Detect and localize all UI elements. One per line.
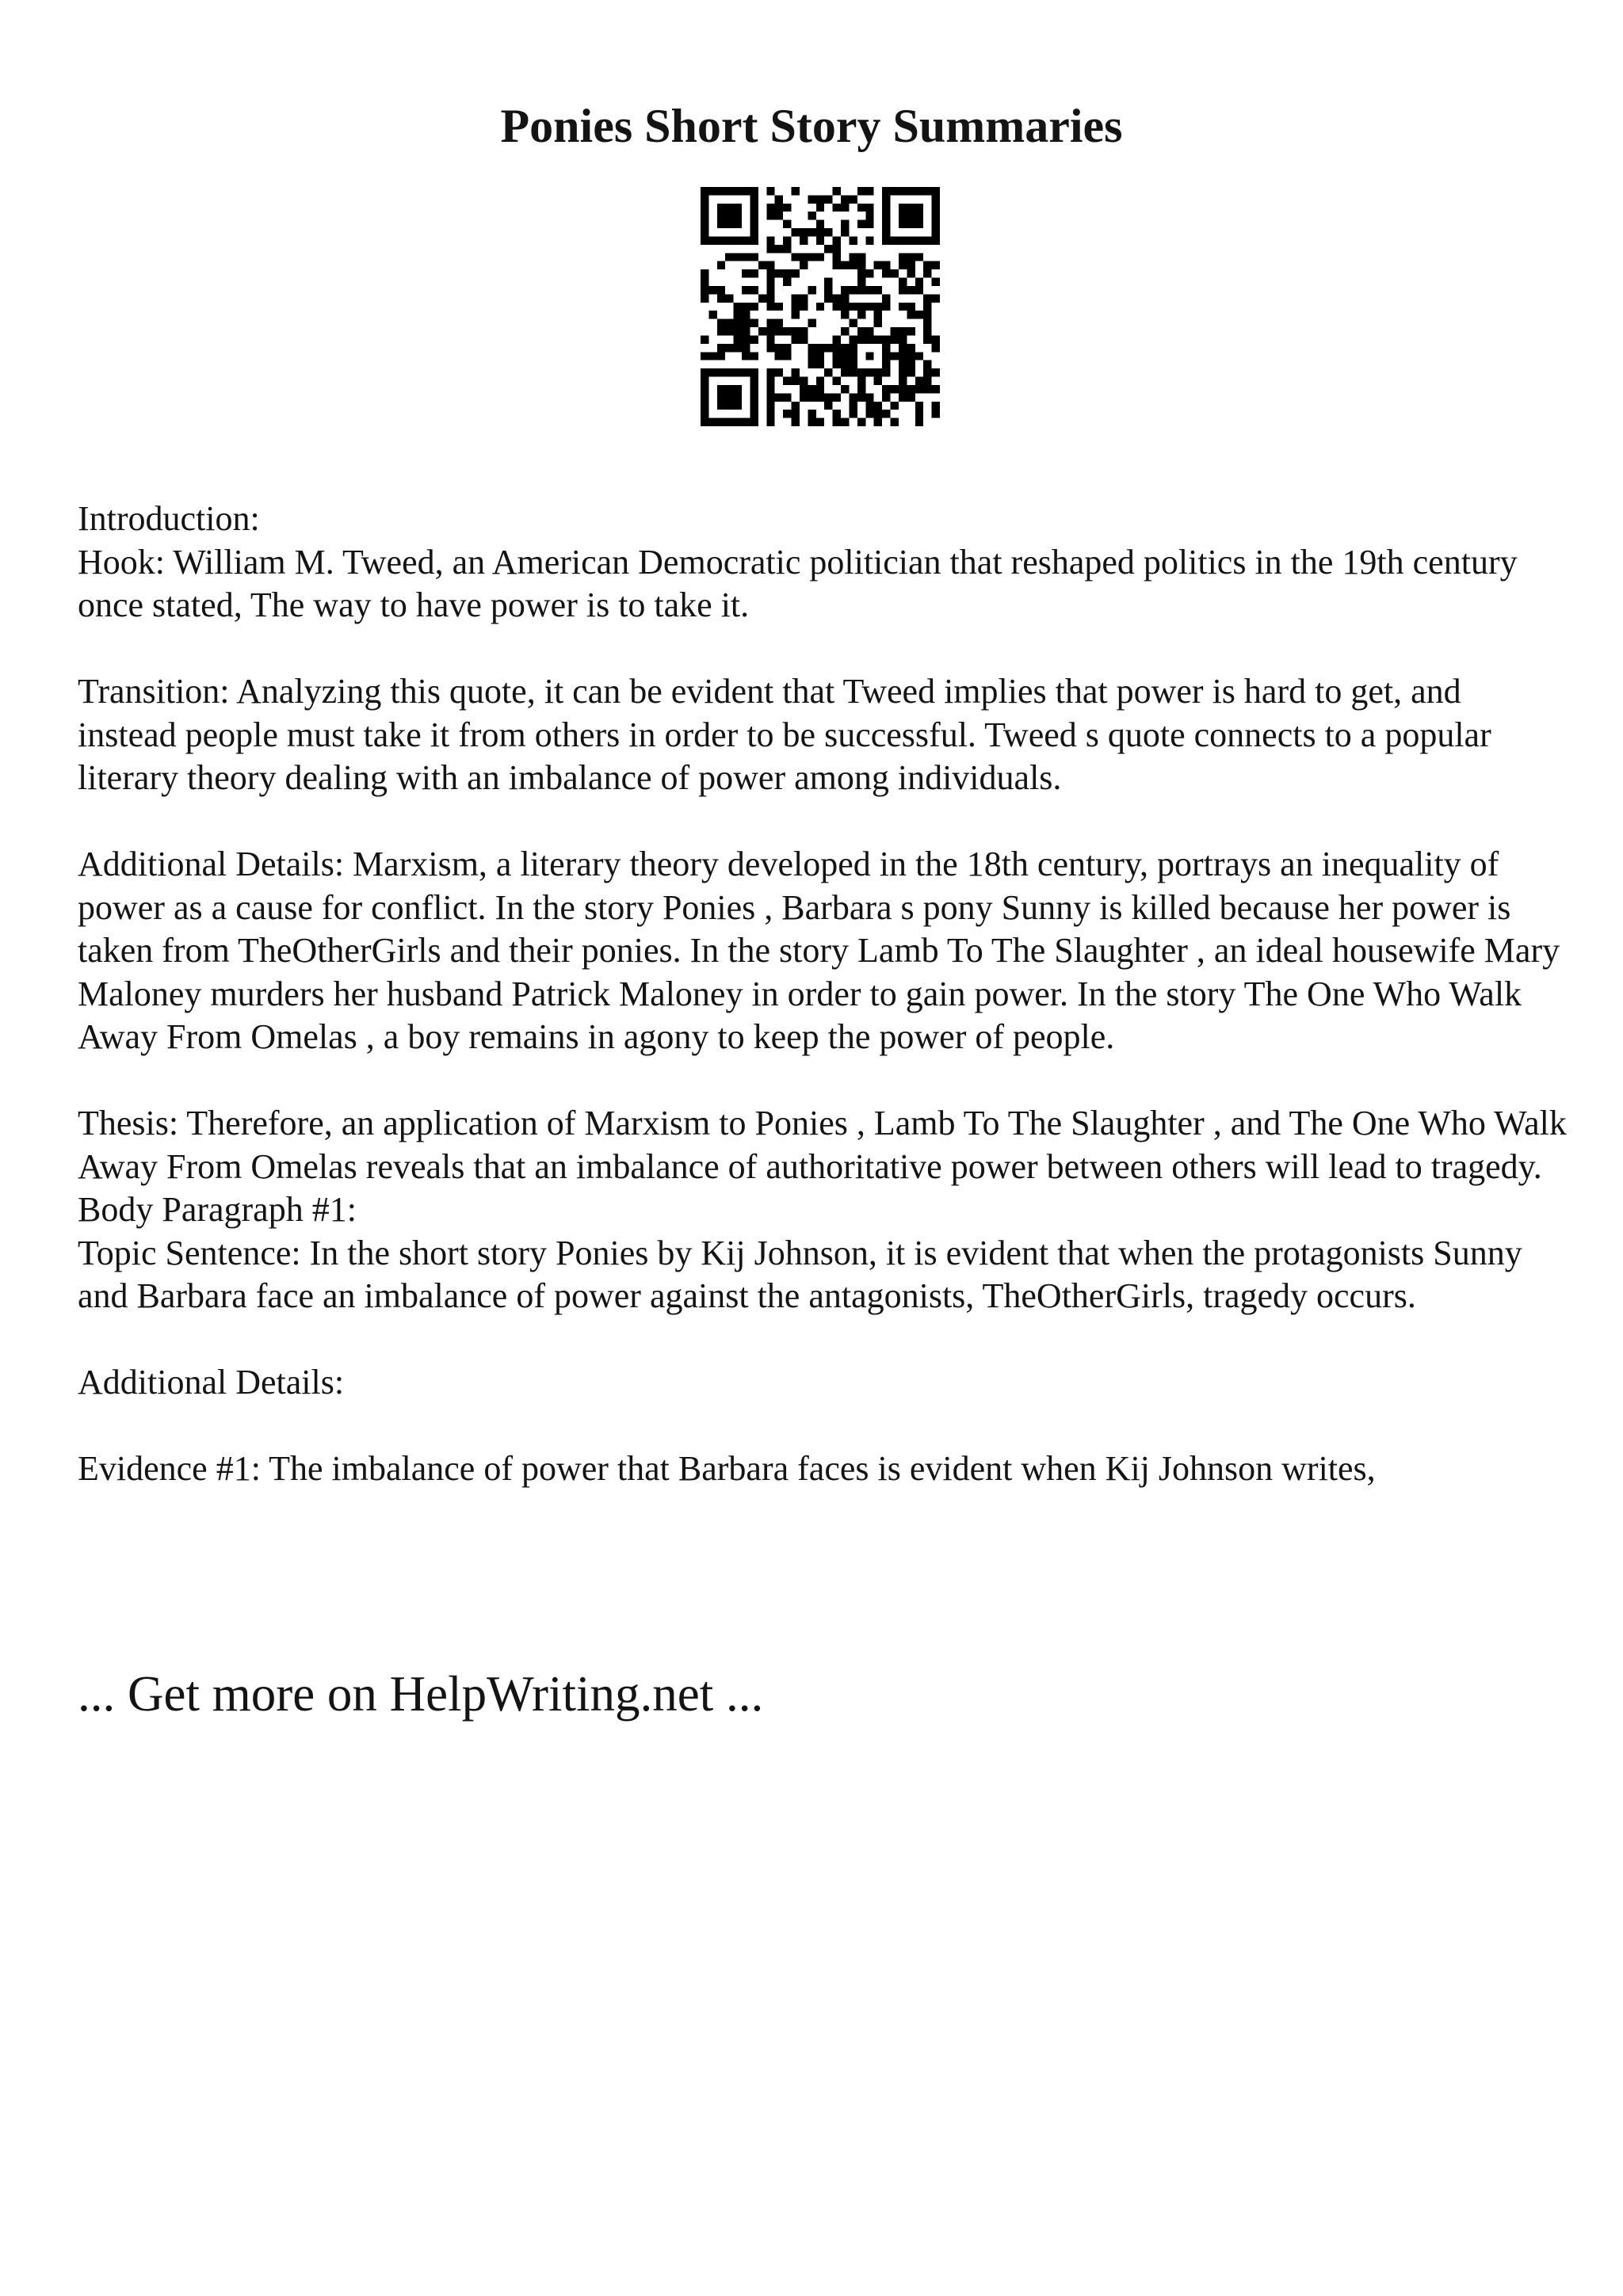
body-paragraph-label: Body Paragraph #1:	[78, 1190, 357, 1229]
topic-sentence-paragraph: Topic Sentence: In the short story Ponies by Kij Johnson, it is evident that when the protagonists Sunny and Barbara face an imbalance of power against the antagonists, TheOtherGirls, tragedy occurs.	[78, 1233, 1522, 1315]
document-body	[78, 498, 1568, 1491]
additional-details-label: Additional Details:	[78, 1363, 345, 1402]
thesis-paragraph: Thesis: Therefore, an application of Marxism to Ponies , Lamb To The Slaughter , and The One Who Walk Away From Omelas reveals that an imbalance of authoritative power between others will lead to tragedy.	[78, 1104, 1567, 1186]
get-more-link[interactable]: ... Get more on HelpWriting.net ...	[78, 1666, 764, 1722]
hook-paragraph: Hook: William M. Tweed, an American Democratic politician that reshaped politics in the 19th century once stated, The way to have power is to take it.	[78, 542, 1518, 624]
additional-details-paragraph: Additional Details: Marxism, a literary theory developed in the 18th century, portrays an inequality of power as a cause for conflict. In the story Ponies , Barbara s pony Sunny is killed because her power is taken from TheOtherGirls and their ponies. In the story Lamb To The Slaughter , an ideal housewife Mary Maloney murders her husband Patrick Maloney in order to gain power. In the story The One Who Walk Away From Omelas , a boy remains in agony to keep the power of people.	[78, 845, 1560, 1056]
introduction-label: Introduction:	[78, 499, 260, 538]
qr-code	[701, 187, 940, 426]
page-title: Ponies Short Story Summaries	[500, 100, 1123, 152]
evidence-paragraph: Evidence #1: The imbalance of power that Barbara faces is evident when Kij Johnson writes,	[78, 1449, 1376, 1488]
transition-paragraph: Transition: Analyzing this quote, it can be evident that Tweed implies that power is hard to get, and instead people must take it from others in order to be successful. Tweed s quote connects to a popular literary theory dealing with an imbalance of power among individuals.	[78, 672, 1491, 797]
qr-code-image	[701, 187, 940, 426]
